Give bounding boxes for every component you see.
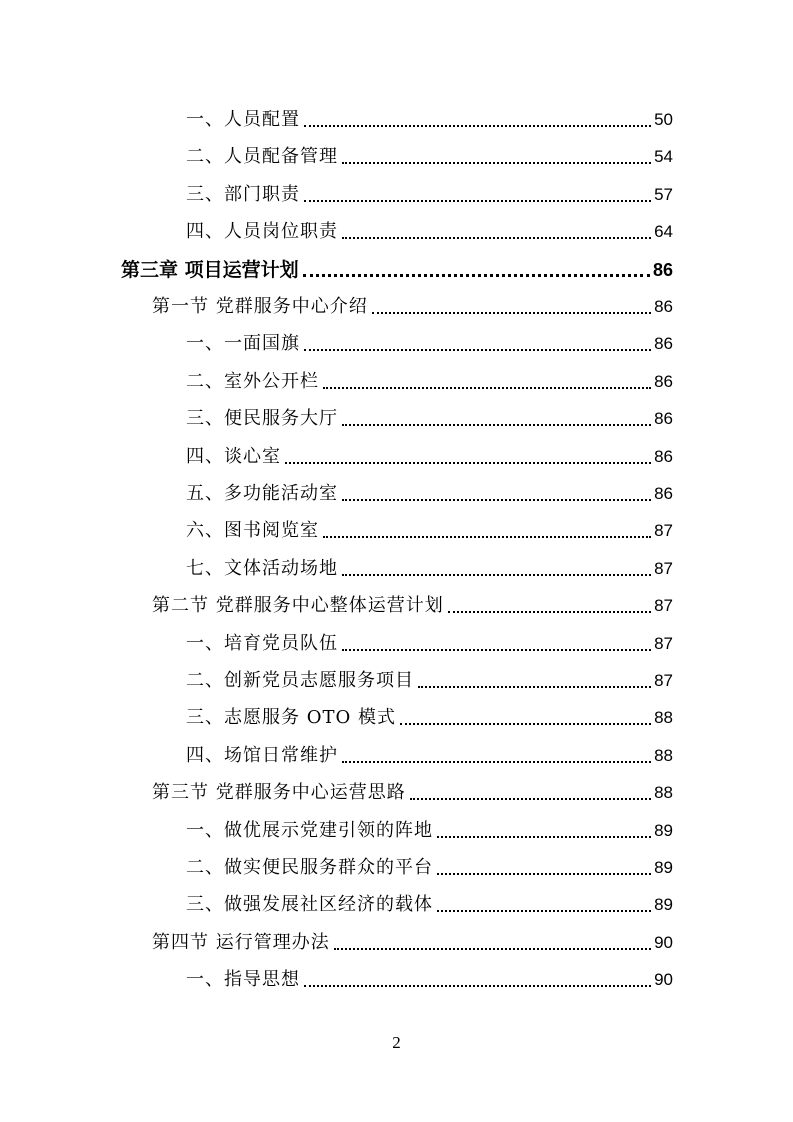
toc-dot-leader <box>285 462 651 464</box>
toc-dot-leader <box>304 985 651 987</box>
toc-dot-leader <box>437 836 651 838</box>
toc-entry-page: 88 <box>654 708 673 728</box>
toc-entry-page: 89 <box>654 820 673 840</box>
toc-dot-leader <box>342 649 651 651</box>
toc-entry-page: 86 <box>654 334 673 354</box>
toc-entry-page: 87 <box>654 596 673 616</box>
toc-item-entry[interactable] <box>186 101 673 131</box>
toc-entry-page: 57 <box>654 184 673 204</box>
toc-entry-label: 二、做实便民服务群众的平台 <box>186 857 433 878</box>
toc-section-entry[interactable] <box>152 288 673 318</box>
toc-entry-page: 87 <box>654 521 673 541</box>
toc-entry-label: 二、人员配备管理 <box>186 146 338 168</box>
toc-entry-label: 四、场馆日常维护 <box>186 744 338 766</box>
toc-entry-page: 89 <box>654 858 673 877</box>
toc-dot-leader <box>400 723 651 725</box>
toc-entry-label: 一、做优展示党建引领的阵地 <box>186 819 433 841</box>
toc-entry-label: 三、部门职责 <box>186 183 300 205</box>
toc-dot-leader <box>410 798 651 800</box>
toc-item-entry[interactable] <box>186 475 673 505</box>
toc-entry-label: 三、志愿服务 OTO 模式 <box>186 707 396 729</box>
toc-entry-label: 第二节 党群服务中心整体运营计划 <box>152 595 444 617</box>
toc-dot-leader <box>372 312 651 314</box>
toc-item-entry[interactable] <box>186 363 673 393</box>
toc-item-entry[interactable] <box>186 176 673 206</box>
toc-entry-label: 第三章 项目运营计划 <box>121 258 299 281</box>
toc-item-entry[interactable] <box>186 849 673 879</box>
toc-entry-label: 四、谈心室 <box>186 445 281 467</box>
toc-dot-leader <box>448 611 651 613</box>
toc-entry-label: 七、文体活动场地 <box>186 557 338 579</box>
toc-item-entry[interactable] <box>186 325 673 355</box>
toc-item-entry[interactable] <box>186 699 673 729</box>
toc-item-entry[interactable] <box>186 438 673 468</box>
toc-entry-label: 第四节 运行管理办法 <box>152 931 330 953</box>
toc-item-entry[interactable] <box>186 662 673 692</box>
toc-dot-leader <box>418 686 651 688</box>
toc-dot-leader <box>342 162 651 164</box>
toc-item-entry[interactable] <box>186 961 673 991</box>
toc-dot-leader <box>342 237 651 239</box>
toc-item-entry[interactable] <box>186 400 673 430</box>
toc-dot-leader <box>342 574 651 576</box>
toc-entry-page: 86 <box>654 484 673 503</box>
toc-entry-page: 87 <box>654 671 673 690</box>
toc-dot-leader <box>342 424 651 426</box>
toc-entry-label: 六、图书阅览室 <box>186 520 319 542</box>
toc-entry-page: 89 <box>654 895 673 915</box>
toc-dot-leader <box>323 387 651 389</box>
toc-item-entry[interactable] <box>186 213 673 243</box>
toc-entry-label: 三、做强发展社区经济的载体 <box>186 894 433 916</box>
toc-dot-leader <box>437 910 651 912</box>
toc-dot-leader <box>304 200 651 202</box>
toc-chapter-entry[interactable] <box>121 251 673 281</box>
toc-dot-leader <box>437 873 651 875</box>
toc-item-entry[interactable] <box>186 812 673 842</box>
toc-section-entry[interactable] <box>152 587 673 617</box>
toc-entry-page: 86 <box>654 409 673 429</box>
toc-entry-page: 54 <box>654 147 673 167</box>
toc-entry-page: 90 <box>654 932 673 952</box>
toc-item-entry[interactable] <box>186 625 673 655</box>
toc-entry-page: 90 <box>654 970 673 990</box>
toc-entry-label: 三、便民服务大厅 <box>186 408 338 430</box>
toc-entry-page: 86 <box>654 297 673 316</box>
toc-entry-page: 86 <box>654 371 673 391</box>
toc-entry-label: 四、人员岗位职责 <box>186 221 338 243</box>
toc-entry-label: 一、指导思想 <box>186 969 300 991</box>
toc-entry-page: 86 <box>652 259 673 280</box>
toc-dot-leader <box>334 948 651 950</box>
toc-dot-leader <box>303 274 650 277</box>
toc-item-entry[interactable] <box>186 737 673 767</box>
toc-entry-page: 88 <box>654 783 673 803</box>
toc-entry-page: 50 <box>654 110 673 129</box>
toc-entry-label: 第一节 党群服务中心介绍 <box>152 296 368 317</box>
toc-item-entry[interactable] <box>186 138 673 168</box>
toc-entry-label: 第三节 党群服务中心运营思路 <box>152 782 406 804</box>
toc-dot-leader <box>304 349 651 351</box>
toc-entry-label: 二、创新党员志愿服务项目 <box>186 670 414 691</box>
toc-item-entry[interactable] <box>186 886 673 916</box>
toc-entry-page: 87 <box>654 558 673 578</box>
toc-section-entry[interactable] <box>152 774 673 804</box>
toc-entry-page: 86 <box>654 446 673 466</box>
toc-entry-label: 五、多功能活动室 <box>186 483 338 504</box>
toc-section-entry[interactable] <box>152 924 673 954</box>
toc-entry-page: 88 <box>654 745 673 765</box>
toc-item-entry[interactable] <box>186 550 673 580</box>
toc-dot-leader <box>323 536 651 538</box>
page-number: 2 <box>392 1033 401 1052</box>
toc-dot-leader <box>342 761 651 763</box>
toc-entry-page: 64 <box>654 222 673 242</box>
toc-entry-label: 一、人员配置 <box>186 109 300 130</box>
toc-item-entry[interactable] <box>186 512 673 542</box>
toc-entry-label: 二、室外公开栏 <box>186 370 319 392</box>
toc-entry-label: 一、培育党员队伍 <box>186 632 338 654</box>
toc-entry-page: 87 <box>654 633 673 653</box>
toc-dot-leader <box>342 499 651 501</box>
toc-entry-label: 一、一面国旗 <box>186 333 300 355</box>
toc-dot-leader <box>304 125 651 127</box>
